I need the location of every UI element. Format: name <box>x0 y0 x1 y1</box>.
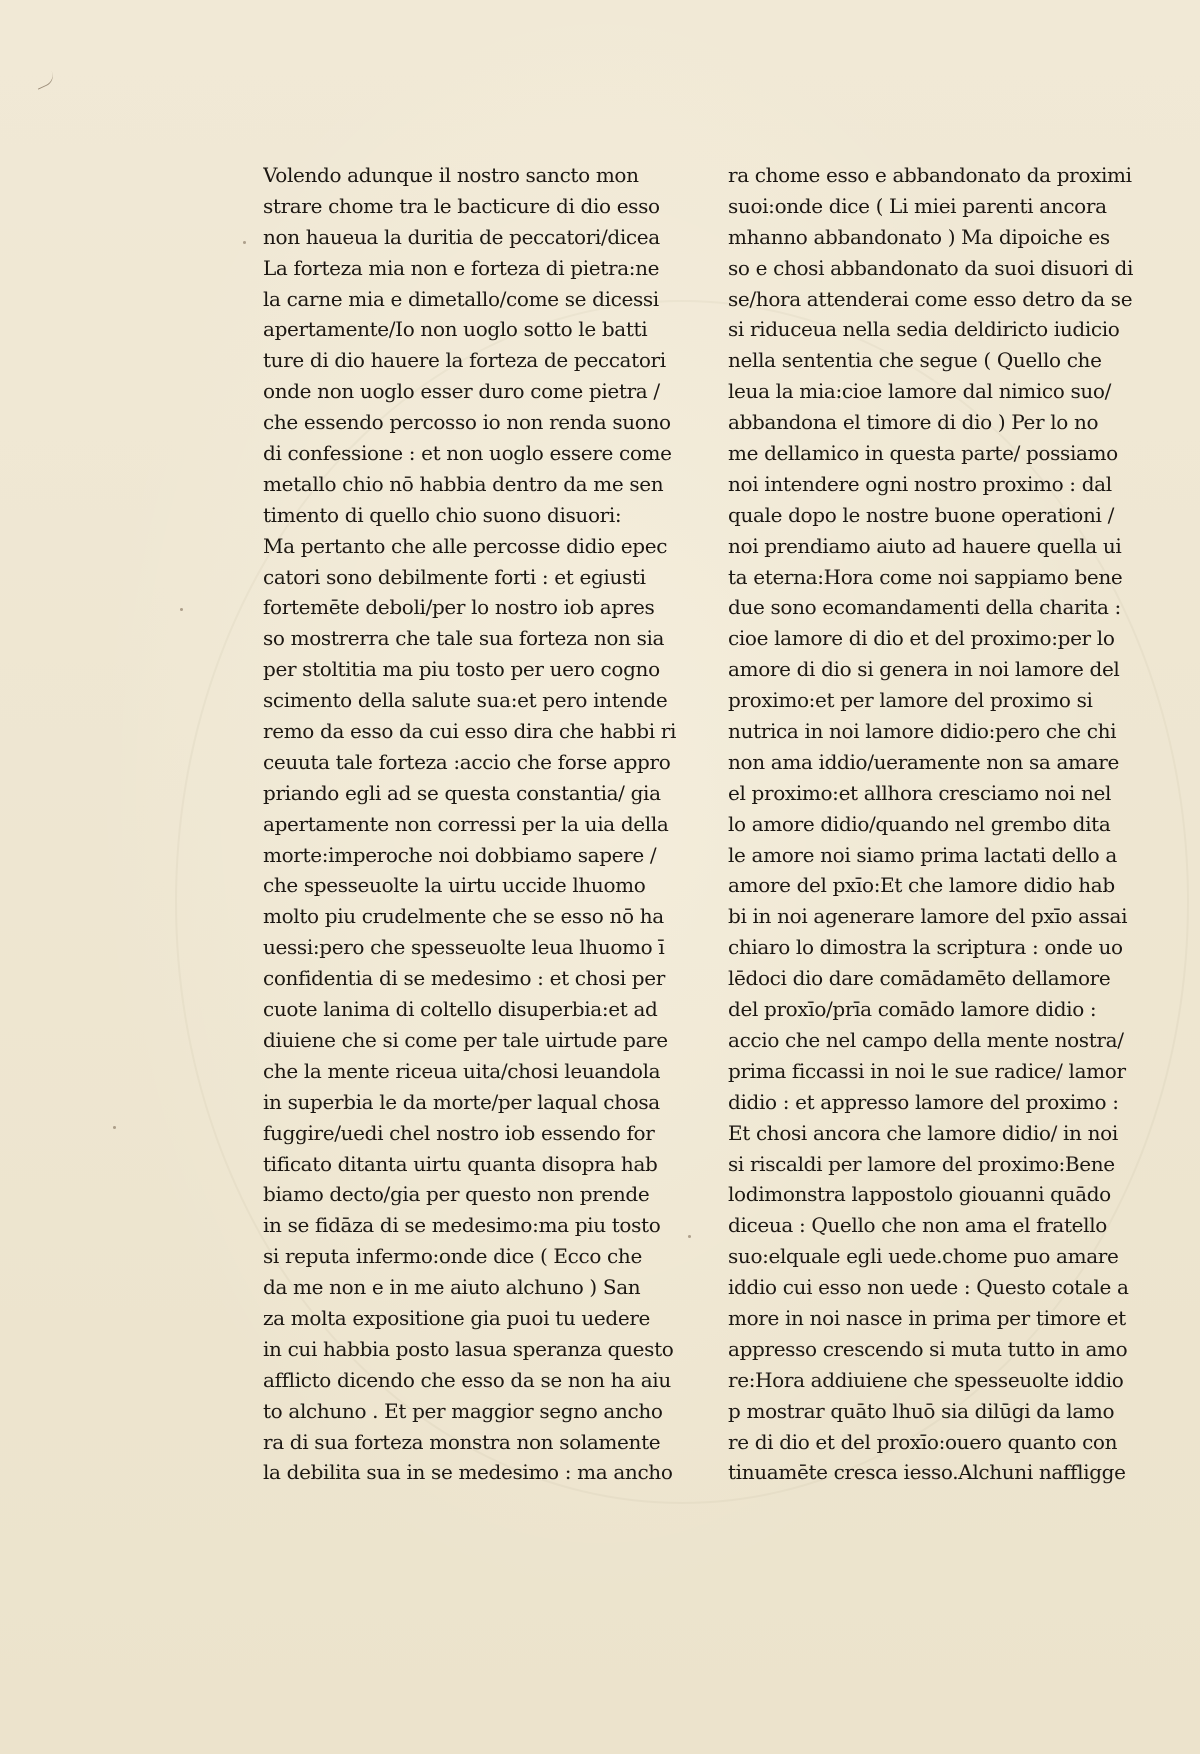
text-line: non haueua la duritia de peccatori/dicea <box>263 224 660 249</box>
text-line: per stoltitia ma piu tosto per uero cogno <box>263 657 660 682</box>
text-line: proximo:et per lamore del proximo si <box>728 688 1093 713</box>
text-line: fuggire/uedi chel nostro iob essendo for <box>263 1120 655 1145</box>
text-line: iddio cui esso non uede : Questo cotale a <box>728 1275 1129 1300</box>
text-line: ra di sua forteza monstra non solamente <box>263 1429 661 1454</box>
text-column-right <box>728 160 1168 1488</box>
text-line: la debilita sua in se medesimo : ma ancho <box>263 1460 673 1485</box>
text-line: fortemēte deboli/per lo nostro iob apres <box>263 595 655 620</box>
text-line: che la mente riceua uita/chosi leuandola <box>263 1058 661 1083</box>
text-line: priando egli ad se questa constantia/ gia <box>263 780 661 805</box>
text-line: le amore noi siamo prima lactati dello a <box>728 842 1117 867</box>
text-line: si riscaldi per lamore del proximo:Bene <box>728 1151 1115 1176</box>
text-line: lodimonstra lappostolo giouanni quādo <box>728 1182 1111 1207</box>
text-line: cuote lanima di coltello disuperbia:et ad <box>263 997 658 1022</box>
text-line: nutrica in noi lamore didio:pero che chi <box>728 719 1117 744</box>
text-line: p mostrar quāto lhuō sia dilūgi da lamo <box>728 1398 1115 1423</box>
text-line: me dellamico in questa parte/ possiamo <box>728 441 1118 466</box>
text-line: nella sententia che segue ( Quello che <box>728 348 1102 373</box>
text-line: quale dopo le nostre buone operationi / <box>728 502 1114 527</box>
text-line: lo amore didio/quando nel grembo dita <box>728 811 1111 836</box>
text-line: morte:imperoche noi dobbiamo sapere / <box>263 842 657 867</box>
text-line: catori sono debilmente forti : et egiusti <box>263 564 646 589</box>
text-line: more in noi nasce in prima per timore et <box>728 1305 1126 1330</box>
text-line: scimento della salute sua:et pero intende <box>263 688 668 713</box>
text-line: to alchuno . Et per maggior segno ancho <box>263 1398 663 1423</box>
text-line: chiaro lo dimostra la scriptura : onde uo <box>728 935 1123 960</box>
text-line: timento di quello chio suono disuori: <box>263 502 622 527</box>
text-line: diceua : Quello che non ama el fratello <box>728 1213 1107 1238</box>
text-line: del proxīo/prīa comādo lamore didio : <box>728 997 1097 1022</box>
text-line: noi prendiamo aiuto ad hauere quella ui <box>728 533 1122 558</box>
text-line: si riduceua nella sedia deldiricto iudicio <box>728 317 1120 342</box>
text-line: bi in noi agenerare lamore del pxīo assai <box>728 904 1128 929</box>
text-line: amore del pxīo:Et che lamore didio hab <box>728 873 1115 898</box>
text-line: molto piu crudelmente che se esso nō ha <box>263 904 664 929</box>
text-line: Et chosi ancora che lamore didio/ in noi <box>728 1120 1118 1145</box>
text-line: afflicto dicendo che esso da se non ha aiu <box>263 1367 671 1392</box>
text-column-left <box>263 160 703 1488</box>
text-line: tinuamēte cresca iesso.Alchuni naffligge <box>728 1460 1126 1485</box>
text-line: che spesseuolte la uirtu uccide lhuomo <box>263 873 646 898</box>
text-line: tificato ditanta uirtu quanta disopra hab <box>263 1151 658 1176</box>
text-line: re di dio et del proxīo:ouero quanto con <box>728 1429 1118 1454</box>
text-line: leua la mia:cioe lamore dal nimico suo/ <box>728 379 1112 404</box>
text-line: confidentia di se medesimo : et chosi per <box>263 966 665 991</box>
text-line: diuiene che si come per tale uirtude pare <box>263 1027 668 1052</box>
text-line: cioe lamore di dio et del proximo:per lo <box>728 626 1115 651</box>
text-line: suoi:onde dice ( Li miei parenti ancora <box>728 193 1107 218</box>
text-line: lēdoci dio dare comādamēto dellamore <box>728 966 1111 991</box>
text-line: ta eterna:Hora come noi sappiamo bene <box>728 564 1123 589</box>
text-line: non ama iddio/ueramente non sa amare <box>728 749 1119 774</box>
text-line: so e chosi abbandonato da suoi disuori di <box>728 255 1133 280</box>
text-line: Volendo adunque il nostro sancto mon <box>263 163 639 187</box>
text-line: noi intendere ogni nostro proximo : dal <box>728 471 1112 496</box>
text-line: la carne mia e dimetallo/come se dicessi <box>263 286 659 311</box>
text-line: due sono ecomandamenti della charita : <box>728 595 1121 620</box>
text-line: che essendo percosso io non renda suono <box>263 410 671 435</box>
ink-speck <box>180 608 183 611</box>
text-line: in cui habbia posto lasua speranza questo <box>263 1336 674 1361</box>
text-line: ra chome esso e abbandonato da proximi <box>728 163 1132 187</box>
text-line: re:Hora addiuiene che spesseuolte iddio <box>728 1367 1124 1392</box>
ink-speck <box>113 1126 116 1129</box>
text-line: metallo chio nō habbia dentro da me sen <box>263 471 664 496</box>
text-line: si reputa infermo:onde dice ( Ecco che <box>263 1244 642 1269</box>
text-line: suo:elquale egli uede.chome puo amare <box>728 1244 1119 1269</box>
text-line: in superbia le da morte/per laqual chosa <box>263 1089 660 1114</box>
text-line: remo da esso da cui esso dira che habbi ri <box>263 719 677 744</box>
ink-speck <box>243 241 246 244</box>
text-line: La forteza mia non e forteza di pietra:ne <box>263 255 660 280</box>
text-line: accio che nel campo della mente nostra/ <box>728 1027 1124 1052</box>
text-line: da me non e in me aiuto alchuno ) San <box>263 1275 641 1300</box>
text-line: strare chome tra le bacticure di dio esso <box>263 193 660 218</box>
text-line: in se fidāza di se medesimo:ma piu tosto <box>263 1213 661 1238</box>
text-line: di confessione : et non uoglo essere come <box>263 441 672 466</box>
text-line: onde non uoglo esser duro come pietra / <box>263 379 660 404</box>
text-line: didio : et appresso lamore del proximo : <box>728 1089 1119 1114</box>
text-line: ture di dio hauere la forteza de peccatori <box>263 348 666 373</box>
text-line: se/hora attenderai come esso detro da se <box>728 286 1133 311</box>
text-line: so mostrerra che tale sua forteza non sia <box>263 626 665 651</box>
text-line: biamo decto/gia per questo non prende <box>263 1182 650 1207</box>
text-line: apertamente/Io non uoglo sotto le batti <box>263 317 648 342</box>
text-line: abbandona el timore di dio ) Per lo no <box>728 410 1099 435</box>
text-line: el proximo:et allhora cresciamo noi nel <box>728 780 1112 805</box>
text-line: appresso crescendo si muta tutto in amo <box>728 1336 1128 1361</box>
text-line: Ma pertanto che alle percosse didio epec <box>263 533 668 558</box>
text-line: mhanno abbandonato ) Ma dipoiche es <box>728 224 1110 249</box>
text-line: uessi:pero che spesseuolte leua lhuomo ī <box>263 935 665 960</box>
text-line: prima ficcassi in noi le sue radice/ lamor <box>728 1058 1126 1083</box>
text-line: apertamente non corressi per la uia della <box>263 811 669 836</box>
text-line: amore di dio si genera in noi lamore del <box>728 657 1120 682</box>
text-line: ceuuta tale forteza :accio che forse appro <box>263 749 671 774</box>
text-line: za molta expositione gia puoi tu uedere <box>263 1305 651 1330</box>
margin-mark <box>34 71 57 89</box>
